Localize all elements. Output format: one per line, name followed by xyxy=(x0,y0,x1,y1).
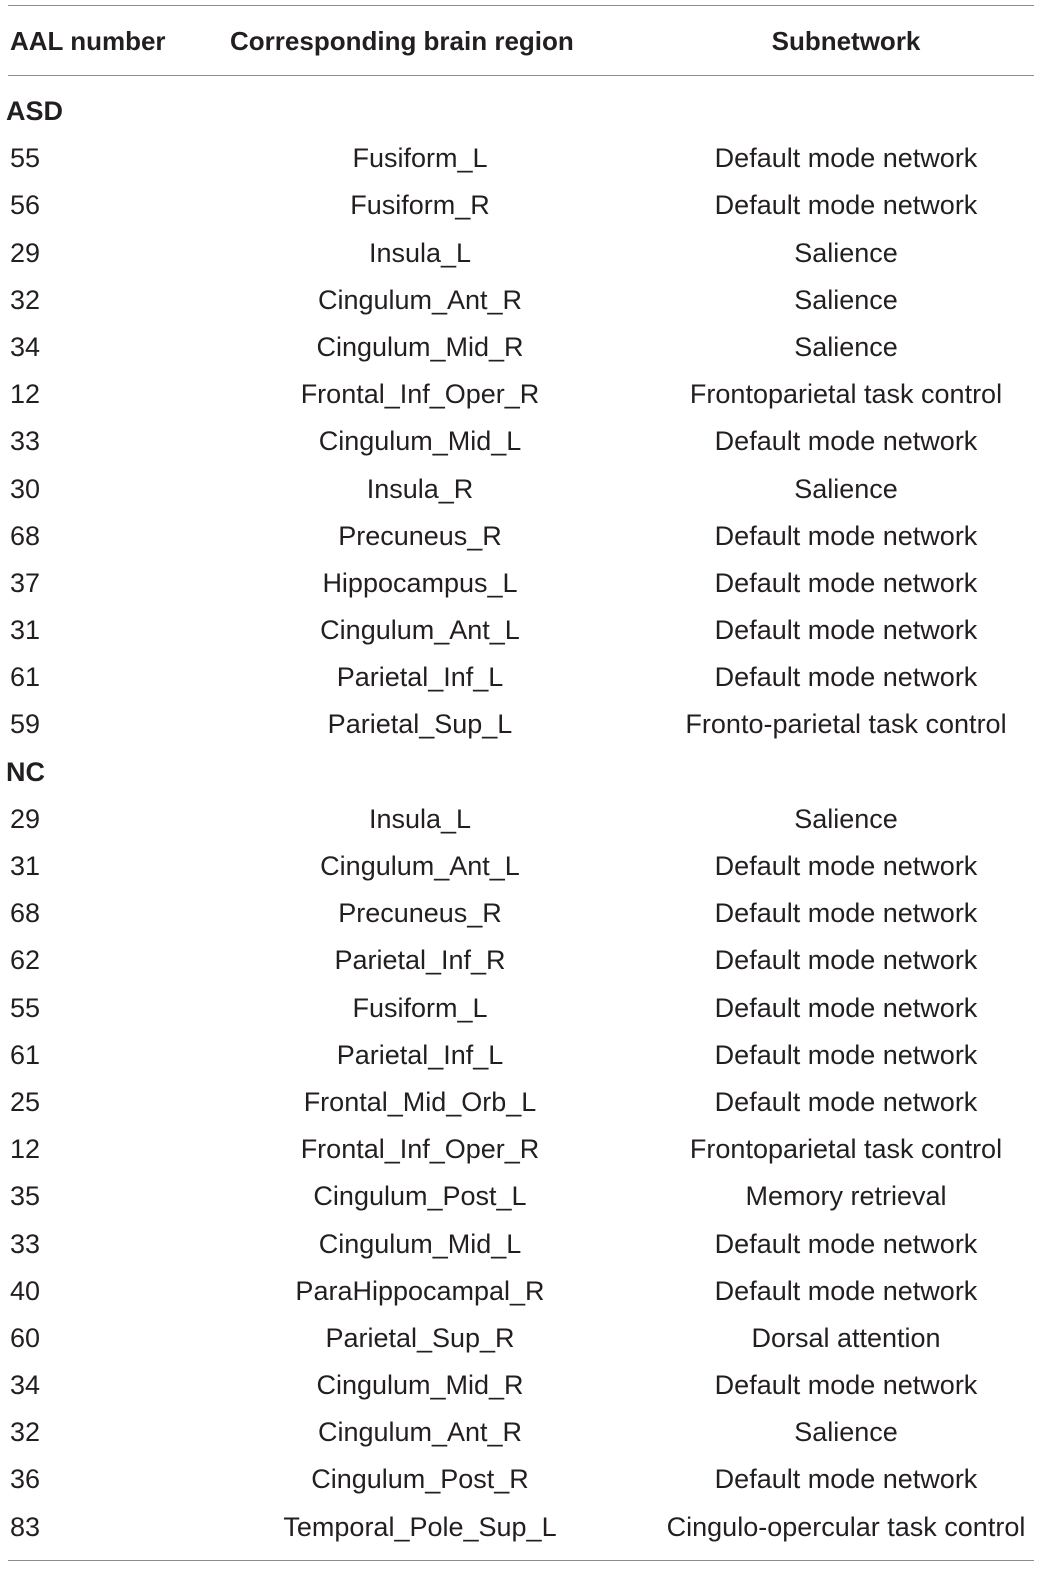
subnetwork-cell: Default mode network xyxy=(714,992,978,1023)
table-row xyxy=(0,1362,1044,1409)
brain-region-cell: Insula_L xyxy=(368,803,472,834)
aal-number-cell: 12 xyxy=(10,1134,41,1165)
aal-number-cell: 29 xyxy=(10,803,41,834)
table-row xyxy=(0,843,1044,890)
subnetwork-cell: Default mode network xyxy=(714,1370,978,1401)
table-row xyxy=(0,1268,1044,1315)
aal-number-cell: 68 xyxy=(10,520,41,551)
table-row xyxy=(0,1456,1044,1503)
brain-region-cell: Parietal_Sup_L xyxy=(327,709,513,740)
aal-number-cell: 32 xyxy=(10,284,41,315)
brain-region-cell: Cingulum_Mid_L xyxy=(318,1228,522,1259)
aal-number-cell: 25 xyxy=(10,1086,41,1117)
subnetwork-cell: Salience xyxy=(794,284,898,315)
subnetwork-cell: Salience xyxy=(794,1417,898,1448)
brain-region-cell: Cingulum_Post_L xyxy=(313,1181,527,1212)
subnetwork-cell: Salience xyxy=(794,237,898,268)
subnetwork-cell: Frontoparietal task control xyxy=(689,379,1003,410)
table-row xyxy=(0,1221,1044,1268)
subnetwork-cell: Default mode network xyxy=(714,1039,978,1070)
aal-number-cell: 31 xyxy=(10,851,41,881)
subnetwork-cell: Default mode network xyxy=(714,615,978,646)
subnetwork-cell: Default mode network xyxy=(714,426,978,457)
aal-number-cell: 31 xyxy=(10,615,41,646)
subnetwork-cell: Salience xyxy=(794,803,898,834)
aal-number-cell: 34 xyxy=(10,331,41,362)
brain-region-cell: Parietal_Sup_R xyxy=(325,1322,515,1353)
table-row xyxy=(0,1315,1044,1362)
table-row xyxy=(0,796,1044,843)
subnetwork-cell: Default mode network xyxy=(714,945,978,976)
brain-region-cell: Fusiform_L xyxy=(352,143,488,174)
table-row xyxy=(0,1173,1044,1220)
brain-region-cell: Cingulum_Post_R xyxy=(311,1464,529,1495)
aal-number-cell: 68 xyxy=(10,898,41,929)
subnetwork-cell: Default mode network xyxy=(714,898,978,929)
table-row xyxy=(0,937,1044,984)
table-row xyxy=(0,418,1044,465)
group-label: NC xyxy=(6,756,45,787)
brain-region-cell: Hippocampus_L xyxy=(322,567,518,598)
subnetwork-cell: Default mode network xyxy=(714,567,978,598)
table-body xyxy=(0,88,1044,1551)
brain-region-cell: Parietal_Inf_L xyxy=(336,662,504,693)
aal-number-cell: 59 xyxy=(10,709,41,740)
aal-number-cell: 29 xyxy=(10,237,41,268)
subnetwork-cell: Default mode network xyxy=(714,851,978,881)
aal-number-cell: 33 xyxy=(10,426,41,457)
subnetwork-cell: Cingulo-opercular task control xyxy=(666,1511,1026,1542)
aal-number-cell: 33 xyxy=(10,1228,41,1259)
aal-number-cell: 40 xyxy=(10,1275,41,1306)
header-brain-region: Corresponding brain region xyxy=(230,26,574,56)
subnetwork-cell: Dorsal attention xyxy=(751,1322,941,1353)
group-header-row xyxy=(0,88,1044,135)
table-row xyxy=(0,371,1044,418)
group-label: ASD xyxy=(6,96,64,126)
subnetwork-cell: Default mode network xyxy=(714,662,978,693)
brain-region-cell: Cingulum_Mid_R xyxy=(316,331,524,362)
table-row xyxy=(0,1079,1044,1126)
subnetwork-cell: Salience xyxy=(794,331,898,362)
brain-region-cell: Frontal_Inf_Oper_R xyxy=(300,1134,540,1165)
aal-number-cell: 37 xyxy=(10,567,41,598)
brain-region-cell: ParaHippocampal_R xyxy=(295,1275,545,1306)
brain-region-cell: Fusiform_R xyxy=(350,190,490,221)
table-row xyxy=(0,182,1044,229)
brain-region-cell: Frontal_Inf_Oper_R xyxy=(300,379,540,410)
brain-region-cell: Precuneus_R xyxy=(338,520,502,551)
table-row xyxy=(0,1504,1044,1551)
aal-number-cell: 34 xyxy=(10,1370,41,1401)
subnetwork-cell: Default mode network xyxy=(714,190,978,221)
brain-region-cell: Insula_L xyxy=(368,237,472,268)
subnetwork-cell: Salience xyxy=(794,473,898,504)
aal-number-cell: 36 xyxy=(10,1464,41,1495)
brain-region-cell: Cingulum_Ant_L xyxy=(320,851,520,881)
table-row xyxy=(0,985,1044,1032)
brain-region-cell: Cingulum_Ant_L xyxy=(320,615,520,646)
bottom-rule xyxy=(8,1560,1034,1561)
aal-number-cell: 83 xyxy=(10,1511,41,1542)
aal-number-cell: 55 xyxy=(10,143,41,174)
subnetwork-cell: Default mode network xyxy=(714,143,978,174)
aal-number-cell: 61 xyxy=(10,1039,41,1070)
aal-number-cell: 60 xyxy=(10,1322,41,1353)
table-row xyxy=(0,654,1044,701)
brain-region-cell: Cingulum_Mid_L xyxy=(318,426,522,457)
subnetwork-cell: Default mode network xyxy=(714,520,978,551)
brain-region-cell: Parietal_Inf_R xyxy=(334,945,506,976)
aal-number-cell: 35 xyxy=(10,1181,41,1212)
brain-region-cell: Precuneus_R xyxy=(338,898,502,929)
table-row xyxy=(0,513,1044,560)
subnetwork-cell: Default mode network xyxy=(714,1275,978,1306)
aal-number-cell: 30 xyxy=(10,473,41,504)
aal-number-cell: 32 xyxy=(10,1417,41,1448)
subnetwork-cell: Default mode network xyxy=(714,1464,978,1495)
brain-region-cell: Temporal_Pole_Sup_L xyxy=(283,1511,557,1542)
aal-number-cell: 12 xyxy=(10,379,41,410)
brain-region-cell: Insula_R xyxy=(366,473,474,504)
aal-number-cell: 55 xyxy=(10,992,41,1023)
table-row xyxy=(0,560,1044,607)
table-row xyxy=(0,135,1044,182)
subnetwork-cell: Frontoparietal task control xyxy=(689,1134,1003,1165)
subnetwork-cell: Default mode network xyxy=(714,1086,978,1117)
brain-region-cell: Cingulum_Ant_R xyxy=(317,1417,523,1448)
subnetwork-cell: Default mode network xyxy=(714,1228,978,1259)
subnetwork-cell: Memory retrieval xyxy=(745,1181,947,1212)
brain-region-cell: Cingulum_Mid_R xyxy=(316,1370,524,1401)
header-subnetwork: Subnetwork xyxy=(771,26,921,56)
subnetwork-cell: Fronto-parietal task control xyxy=(685,709,1007,740)
table-row xyxy=(0,607,1044,654)
brain-region-cell: Fusiform_L xyxy=(352,992,488,1023)
table-row xyxy=(0,1126,1044,1173)
aal-number-cell: 62 xyxy=(10,945,41,976)
header-aal-number: AAL number xyxy=(10,26,166,56)
aal-number-cell: 56 xyxy=(10,190,41,221)
brain-region-cell: Frontal_Mid_Orb_L xyxy=(303,1086,537,1117)
aal-number-cell: 61 xyxy=(10,662,41,693)
table-row xyxy=(0,890,1044,937)
table-row xyxy=(0,701,1044,748)
top-rule xyxy=(8,5,1034,6)
brain-region-cell: Parietal_Inf_L xyxy=(336,1039,504,1070)
table-row xyxy=(0,1409,1044,1456)
table-row xyxy=(0,324,1044,371)
table-row xyxy=(0,1032,1044,1079)
header-rule xyxy=(8,75,1034,76)
brain-region-cell: Cingulum_Ant_R xyxy=(317,284,523,315)
table-row xyxy=(0,466,1044,513)
table-row xyxy=(0,230,1044,277)
group-header-row xyxy=(0,749,1044,796)
table-row xyxy=(0,277,1044,324)
